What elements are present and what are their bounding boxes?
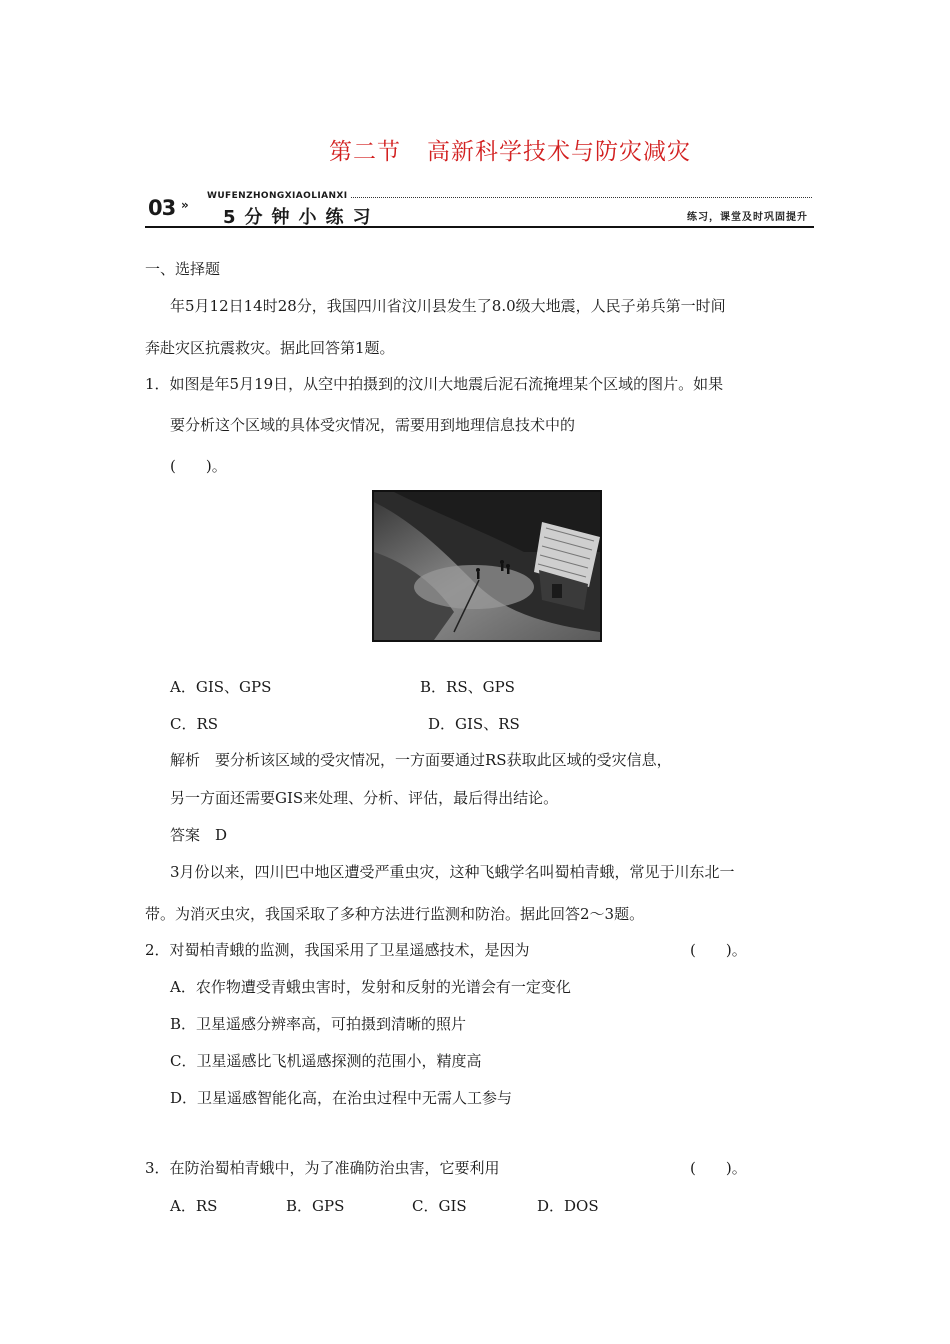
title-section-number: 第二节	[329, 139, 401, 165]
banner-heading: 5分钟小练习	[223, 207, 380, 228]
exercise-banner	[145, 186, 814, 228]
q1-option-d: D．GIS、RS	[428, 715, 520, 733]
q3-stem: 3．在防治蜀柏青蛾中，为了准确防治虫害，它要利用	[145, 1159, 500, 1177]
q2-option-c: C．卫星遥感比飞机遥感探测的范围小，精度高	[170, 1052, 482, 1070]
banner-rule	[145, 226, 814, 228]
page-title	[0, 133, 950, 166]
banner-subtitle: 练习，课堂及时巩固提升	[687, 212, 808, 223]
double-arrow-icon: »	[181, 198, 189, 212]
debris-flow-photo	[372, 490, 602, 642]
q2-stem: 2．对蜀柏青蛾的监测，我国采用了卫星遥感技术，是因为	[145, 941, 530, 959]
photo-illustration	[374, 492, 600, 640]
q1-analysis-line2: 另一方面还需要GIS来处理、分析、评估，最后得出结论。	[170, 789, 559, 807]
q3-answer-bracket: ( )。	[690, 1159, 747, 1177]
q1-stem-line1: 1．如图是年5月19日，从空中拍摄到的汶川大地震后泥石流掩埋某个区域的图片。如果	[145, 375, 724, 393]
q1-answer-bracket: ( )。	[170, 457, 227, 475]
intro2-line2: 带。为消灭虫灾，我国采取了多种方法进行监测和防治。据此回答2～3题。	[145, 905, 645, 923]
q2-option-b: B．卫星遥感分辨率高，可拍摄到清晰的照片	[170, 1015, 467, 1033]
q1-analysis-line1: 解析 要分析该区域的受灾情况，一方面要通过RS获取此区域的受灾信息，	[170, 751, 672, 769]
q3-option-c: C．GIS	[412, 1197, 467, 1215]
q3-option-b: B．GPS	[286, 1197, 345, 1215]
q1-option-a: A．GIS、GPS	[170, 678, 272, 696]
dotted-divider	[351, 197, 812, 198]
q1-stem-line2: 要分析这个区域的具体受灾情况，需要用到地理信息技术中的	[170, 416, 576, 434]
q1-answer: 答案 D	[170, 826, 228, 844]
q2-option-a: A．农作物遭受青蛾虫害时，发射和反射的光谱会有一定变化	[170, 978, 571, 996]
intro1-line1: 年5月12日14时28分，我国四川省汶川县发生了8.0级大地震，人民子弟兵第一时间	[170, 297, 726, 315]
section-heading: 一、选择题	[145, 260, 221, 278]
q3-option-a: A．RS	[170, 1197, 218, 1215]
intro2-line1: 3月份以来，四川巴中地区遭受严重虫灾，这种飞蛾学名叫蜀柏青蛾，常见于川东北一	[170, 863, 735, 881]
q1-option-b: B．RS、GPS	[420, 678, 515, 696]
title-text: 高新科学技术与防灾减灾	[427, 139, 691, 165]
intro1-line2: 奔赴灾区抗震救灾。据此回答第1题。	[145, 339, 395, 357]
banner-pinyin: WUFENZHONGXIAOLIANXI	[207, 191, 348, 201]
q2-option-d: D．卫星遥感智能化高，在治虫过程中无需人工参与	[170, 1089, 513, 1107]
q1-option-c: C．RS	[170, 715, 219, 733]
banner-number: 03	[148, 196, 176, 220]
q2-answer-bracket: ( )。	[690, 941, 747, 959]
q3-option-d: D．DOS	[537, 1197, 599, 1215]
